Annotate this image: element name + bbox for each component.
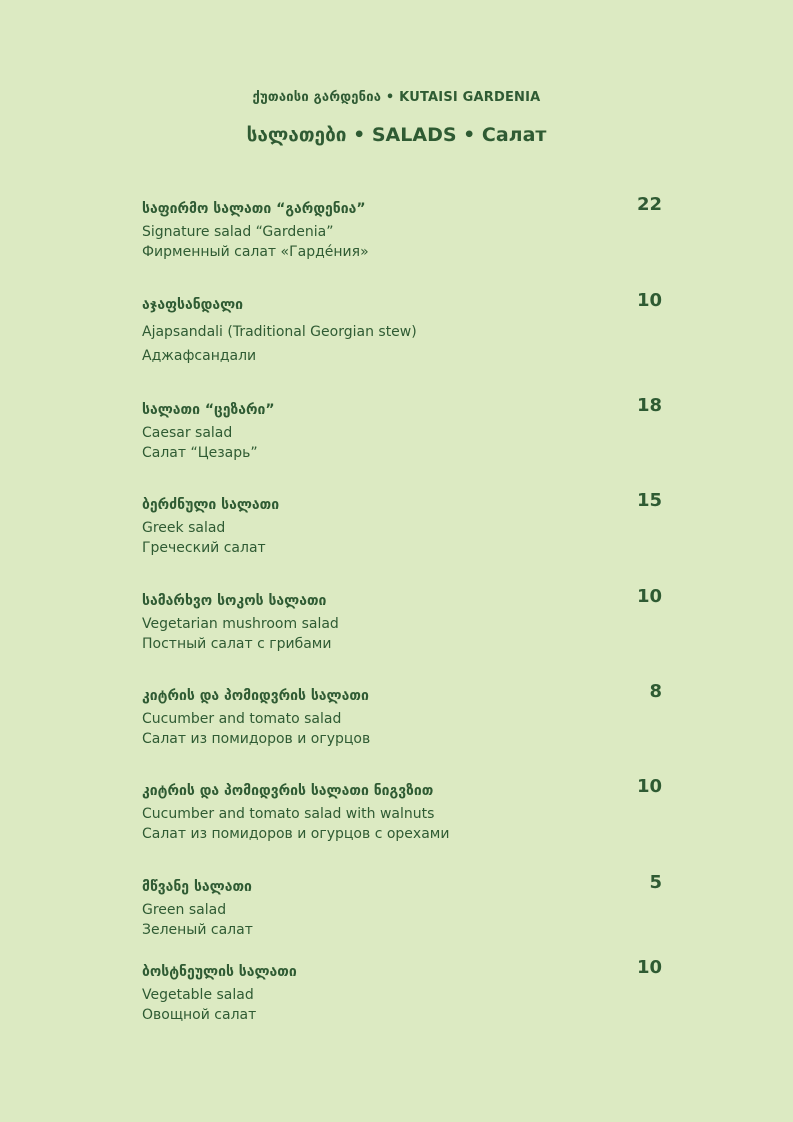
item-name-russian: Салат из помидоров и огурцов bbox=[142, 731, 371, 747]
item-name-russian: Постный салат с грибами bbox=[142, 636, 332, 652]
menu-item bbox=[142, 490, 662, 558]
menu-item bbox=[142, 681, 662, 749]
item-price: 5 bbox=[649, 872, 662, 893]
restaurant-name: ქუთაისი გარდენია • KUTAISI GARDENIA bbox=[252, 90, 541, 105]
item-price: 10 bbox=[636, 586, 662, 607]
menu-item bbox=[142, 872, 662, 940]
menu-item bbox=[142, 395, 662, 463]
menu-item bbox=[142, 194, 662, 262]
item-price: 18 bbox=[636, 395, 662, 416]
menu-item bbox=[142, 586, 662, 654]
item-name-georgian: საფირმო სალათი “გარდენია” bbox=[142, 201, 366, 217]
item-price: 22 bbox=[636, 194, 662, 215]
item-name-georgian: აჯაფსანდალი bbox=[142, 297, 244, 313]
item-name-georgian: სამარხვო სოკოს სალათი bbox=[142, 593, 327, 609]
item-name-georgian: მწვანე სალათი bbox=[142, 879, 252, 895]
item-name-english: Caesar salad bbox=[142, 425, 233, 441]
item-name-russian: Аджафсандали bbox=[142, 348, 257, 364]
item-price: 15 bbox=[636, 490, 662, 511]
item-name-russian: Салат из помидоров и огурцов с орехами bbox=[142, 826, 450, 842]
item-name-english: Ajapsandali (Traditional Georgian stew) bbox=[142, 324, 417, 340]
item-name-english: Vegetable salad bbox=[142, 987, 254, 1003]
item-price: 10 bbox=[636, 957, 662, 978]
item-name-english: Greek salad bbox=[142, 520, 226, 536]
menu-item bbox=[142, 290, 662, 366]
section-title: სალათები • SALADS • Салат bbox=[246, 124, 547, 146]
item-name-georgian: კიტრის და პომიდვრის სალათი ნიგვზით bbox=[142, 783, 434, 799]
item-name-english: Signature salad “Gardenia” bbox=[142, 224, 334, 240]
item-price: 8 bbox=[649, 681, 662, 702]
item-name-russian: Фирменный салат «Гардéния» bbox=[142, 244, 369, 260]
item-name-russian: Овощной салат bbox=[142, 1007, 257, 1023]
item-name-russian: Греческий салат bbox=[142, 540, 266, 556]
item-name-english: Cucumber and tomato salad with walnuts bbox=[142, 806, 435, 822]
menu-item bbox=[142, 776, 662, 844]
menu-item bbox=[142, 957, 662, 1025]
item-name-georgian: ბოსტნეულის სალათი bbox=[142, 964, 297, 980]
item-name-russian: Зеленый салат bbox=[142, 922, 253, 938]
item-name-georgian: კიტრის და პომიდვრის სალათი bbox=[142, 688, 369, 704]
item-name-english: Green salad bbox=[142, 902, 227, 918]
item-price: 10 bbox=[636, 290, 662, 311]
item-name-russian: Салат “Цезарь” bbox=[142, 445, 258, 461]
item-name-georgian: სალათი “ცეზარი” bbox=[142, 402, 275, 418]
item-name-georgian: ბერძნული სალათი bbox=[142, 497, 280, 513]
item-name-english: Vegetarian mushroom salad bbox=[142, 616, 339, 632]
item-name-english: Cucumber and tomato salad bbox=[142, 711, 342, 727]
item-price: 10 bbox=[636, 776, 662, 797]
